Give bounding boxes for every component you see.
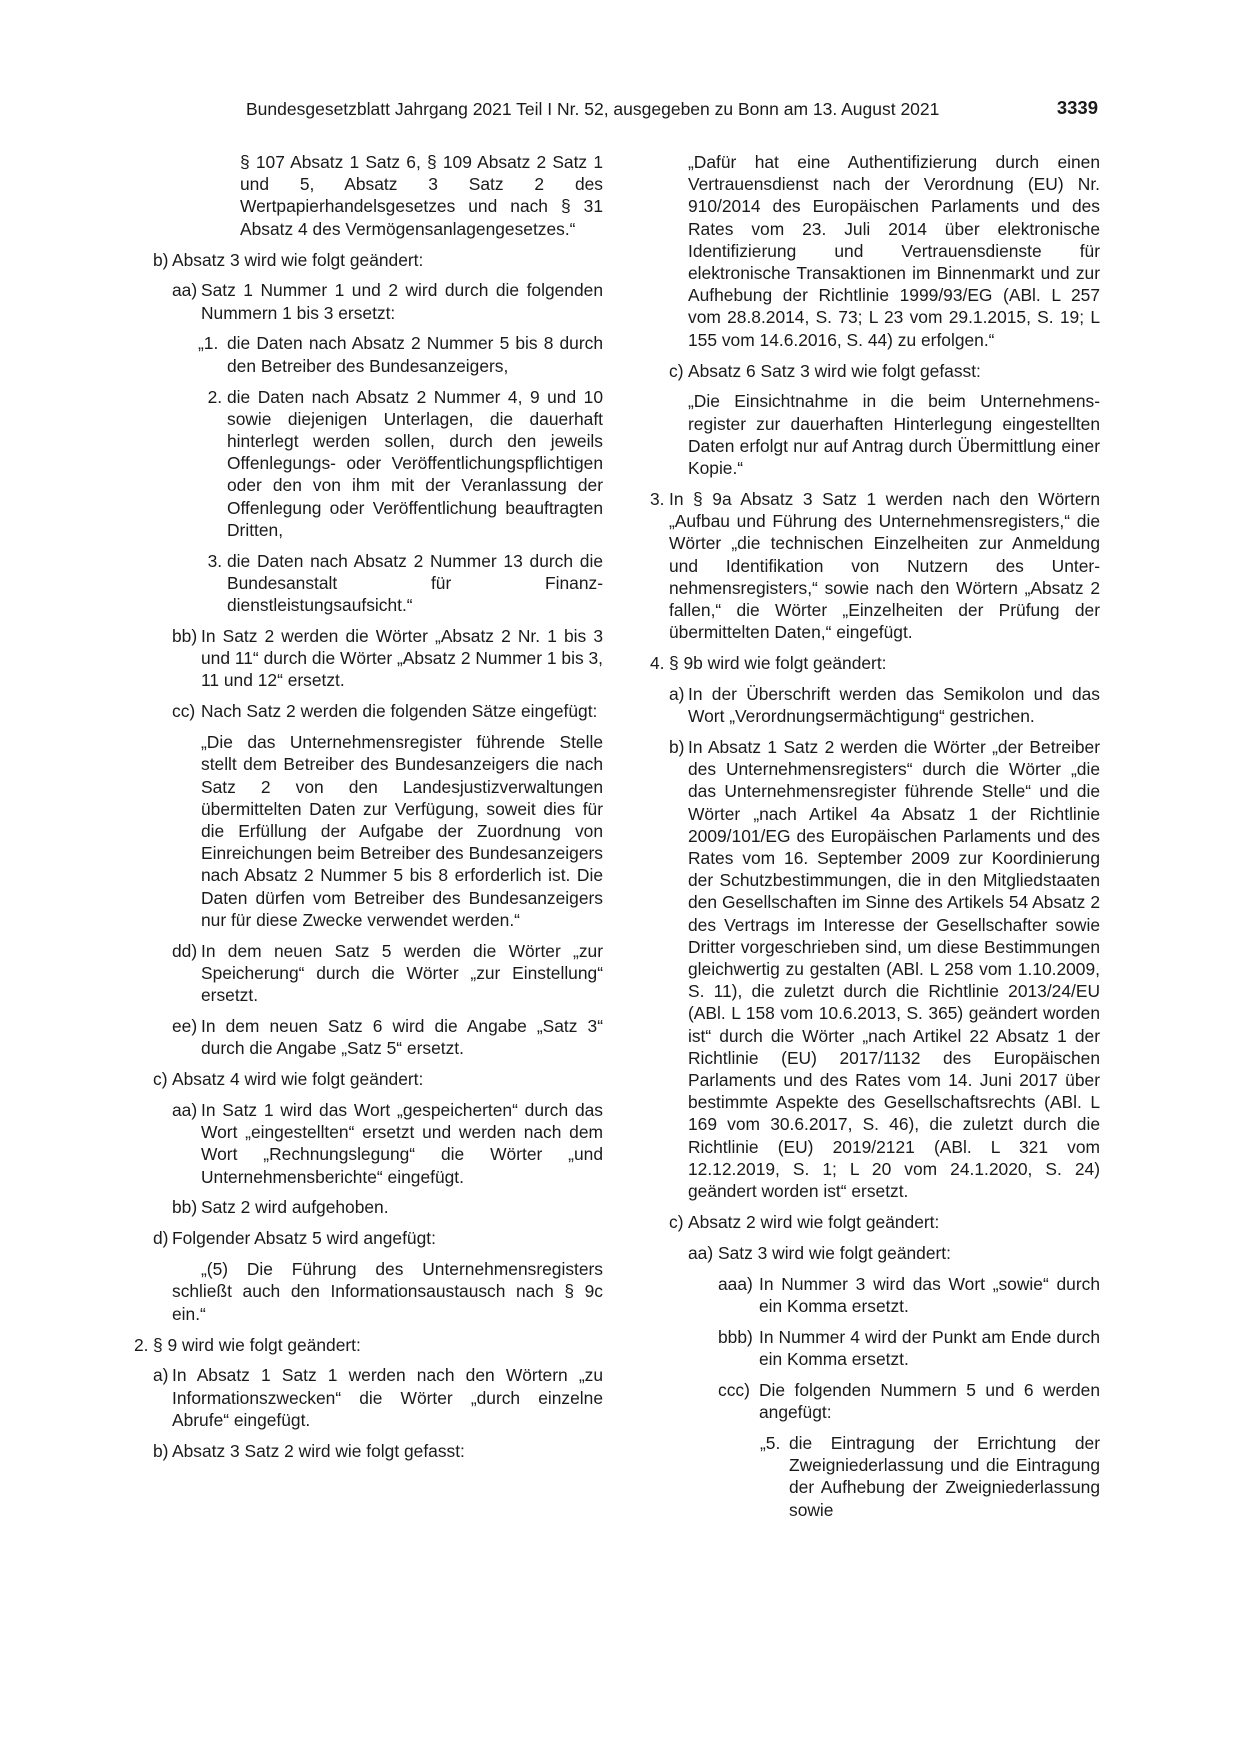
list-item (172, 625, 603, 692)
list-item (198, 386, 603, 541)
item-text: In Nummer 3 wird das Wort „sowie“ durch ein Komma ersetzt. (759, 1273, 1100, 1316)
item-label: 3. (207, 550, 223, 571)
item-text: Satz 1 Nummer 1 und 2 wird durch die folgenden Nummern 1 bis 3 ersetzt: (201, 280, 603, 323)
item-text: In Satz 1 wird das Wort „gespeicherten“ durch das Wort „eingestellten“ ersetzt und werden nach dem Wort „Rechnungslegung“ die Wörter „und Unternehmensberichte“ eingefügt. (201, 1099, 603, 1187)
item-text: Absatz 6 Satz 3 wird wie folgt gefasst: (688, 360, 981, 381)
item-text: die Daten nach Absatz 2 Nummer 13 durch die Bundesanstalt für Finanzdienstleistungsaufsicht.“ (227, 550, 603, 616)
item-label: aa) (688, 1242, 714, 1263)
list-item (172, 940, 603, 1007)
item-text: die Eintragung der Errichtung der Zweigniederlassung und die Eintragung der Aufhebung der Zweigniederlassung sowie (789, 1433, 1100, 1520)
list-item (669, 683, 1100, 727)
list-item (172, 700, 603, 722)
item-text: § 9b wird wie folgt geändert: (669, 653, 887, 674)
item-label: bbb) (718, 1326, 753, 1347)
list-item (718, 1379, 1100, 1423)
list-item (198, 550, 603, 617)
page-number: 3339 (1056, 97, 1098, 118)
item-label: ee) (172, 1015, 198, 1036)
item-text: In § 9a Absatz 3 Satz 1 werden nach den Wörtern „Aufbau und Führung des Unternehmensregisters,“ die Wörter „die technischen Einzelheiten zur Anmeldung und Identifikation von Nutzern des Unternehmensregisters,“ sowie nach den Wörtern „Absatz 2 fallen,“ die Wörter „Einzelheiten der Prüfung der übermittelten Daten,“ eingefügt. (669, 488, 1100, 643)
item-label: a) (669, 683, 685, 704)
list-item (153, 1364, 603, 1431)
item-text: Satz 2 wird aufgehoben. (201, 1197, 389, 1218)
right-column (650, 151, 1100, 1530)
item-text: die Daten nach Absatz 2 Nummer 5 bis 8 durch den Betreiber des Bundesanzeigers, (227, 333, 603, 376)
item-label: „5. (760, 1433, 781, 1454)
list-item (172, 1196, 603, 1218)
item-text: In der Überschrift werden das Semikolon und das Wort „Verordnungsermächtigung“ gestrichen. (688, 683, 1100, 727)
item-text: die Daten nach Absatz 2 Nummer 4, 9 und 10 sowie diejenigen Unterlagen, die dauerhaft hinterlegt werden sollen, durch den jeweils Offenlegungs- oder Veröffentlichungspflichtigen oder den von ihm mit der Veranlassung der Offenlegung oder Veröffentlichung beauftragten Dritten, (227, 386, 603, 540)
quoted-paragraph: „Dafür hat eine Authentifizierung durch einen Vertrauensdienst nach der Verordnung (EU) Nr. 910/2014 des Europäischen Parlaments und des Rates vom 23. Juli 2014 über elektronische Identifizierung und Vertrauensdienste für elektronische Transaktionen im Binnenmarkt und zur Aufhebung der Richtlinie 1999/93/EG (ABl. L 257 vom 28.8.2014, S. 73; L 23 vom 29.1.2015, S. 19; L 155 vom 14.6.2016, S. 44) zu erfolgen.“ (688, 152, 1100, 350)
list-item (688, 1242, 1100, 1264)
list-item (153, 249, 603, 271)
list-item (669, 1211, 1100, 1233)
item-text: Folgender Absatz 5 wird angefügt: (172, 1228, 436, 1249)
item-label: „1. (198, 333, 219, 354)
item-label: 2. (134, 1334, 149, 1355)
item-label: ccc) (718, 1379, 750, 1400)
item-label: aaa) (718, 1273, 753, 1294)
left-column (134, 151, 603, 1471)
item-text: In Absatz 1 Satz 1 werden nach den Wörtern „zu Informationszwecken“ die Wörter „durch einzelne Abrufe“ eingefügt. (172, 1365, 603, 1430)
list-item (153, 1440, 603, 1462)
header-title: Bundesgesetzblatt Jahrgang 2021 Teil I Nr. 52, ausgegeben zu Bonn am 13. August 2021 (246, 99, 940, 119)
page-header (0, 97, 1241, 125)
list-item (153, 1068, 603, 1090)
item-text: In Satz 2 werden die Wörter „Absatz 2 Nr. 1 bis 3 und 11“ durch die Wörter „Absatz 2 Nummer 1 bis 3, 11 und 12“ ersetzt. (201, 625, 603, 691)
item-label: d) (153, 1228, 169, 1249)
item-label: 4. (650, 653, 665, 674)
paragraph: § 107 Absatz 1 Satz 6, § 109 Absatz 2 Satz 1 und 5, Absatz 3 Satz 2 des Wertpapierhandelsgesetzes und nach § 31 Absatz 4 des Vermögensanlagengesetzes.“ (240, 152, 603, 239)
item-label: aa) (172, 1099, 198, 1120)
list-item (172, 279, 603, 323)
item-label: 3. (650, 488, 665, 509)
item-label: cc) (172, 701, 196, 722)
item-label: dd) (172, 940, 198, 961)
item-text: Absatz 3 Satz 2 wird wie folgt gefasst: (172, 1440, 465, 1461)
item-label: c) (153, 1069, 168, 1090)
item-label: bb) (172, 625, 198, 646)
item-label: b) (153, 249, 169, 270)
quoted-paragraph: „Die das Unternehmensregister führende Stelle stellt dem Betreiber des Bundesanzeigers die nach Satz 2 von den Landesjustizverwaltungen übermittelten Daten zur Verfügung, soweit dies für die Erfüllung der Aufgabe der Zuordnung von Einreichungen beim Betreiber des Bundesanzeigers nach Absatz 2 Nummer 5 bis 8 erforderlich ist. Die Daten dürfen vom Betreiber des Bundesanzeigers nur für diese Zwecke verwendet werden.“ (201, 732, 603, 930)
item-label: c) (669, 360, 684, 381)
item-text: Absatz 4 wird wie folgt geändert: (172, 1069, 424, 1090)
item-text: Absatz 2 wird wie folgt geändert: (688, 1211, 940, 1232)
item-label: b) (669, 737, 685, 757)
item-text: In dem neuen Satz 6 wird die Angabe „Satz 3“ durch die Angabe „Satz 5“ ersetzt. (201, 1015, 603, 1059)
item-text: Die folgenden Nummern 5 und 6 werden angefügt: (759, 1379, 1100, 1423)
list-item (134, 1334, 603, 1356)
item-label: b) (153, 1440, 169, 1461)
list-item (718, 1273, 1100, 1317)
item-label: aa) (172, 280, 198, 301)
quoted-paragraph: „(5) Die Führung des Unternehmensregisters schließt auch den Informationsaustausch nach § 9c ein.“ (172, 1259, 603, 1324)
list-item (718, 1326, 1100, 1370)
item-text: In dem neuen Satz 5 werden die Wörter „zur Speicherung“ durch die Wörter „zur Einstellung“ ersetzt. (201, 940, 603, 1006)
list-item (760, 1432, 1100, 1521)
list-item (669, 360, 1100, 382)
item-label: bb) (172, 1197, 198, 1218)
list-item (650, 488, 1100, 643)
item-text: Satz 3 wird wie folgt geändert: (718, 1242, 951, 1263)
quoted-paragraph: „Die Einsichtnahme in die beim Unternehmensregister zur dauerhaften Hinterlegung eingestellten Daten erfolgt nur auf Antrag durch Übermittlung einer Kopie.“ (688, 391, 1100, 479)
list-item (172, 1015, 603, 1059)
list-item (198, 332, 603, 376)
list-item (669, 736, 1100, 1202)
item-text: § 9 wird wie folgt geändert: (153, 1334, 361, 1355)
list-item (172, 1099, 603, 1188)
item-label: 2. (207, 386, 223, 407)
item-text: Absatz 3 wird wie folgt geändert: (172, 249, 424, 270)
item-text: In Nummer 4 wird der Punkt am Ende durch ein Komma ersetzt. (759, 1326, 1100, 1370)
item-label: a) (153, 1365, 169, 1386)
list-item (153, 1227, 603, 1249)
item-label: c) (669, 1211, 684, 1232)
item-text: In Absatz 1 Satz 2 werden die Wörter „der Betreiber des Unternehmensregisters“ durch die Wörter „die das Unternehmensregister führende Stelle“ und die Wörter „nach Artikel 4a Absatz 1 der Richtlinie 2009/101/EG des Europäischen Parlaments und des Rates vom 16. September 2009 zur Koordinierung der Schutzbestimmungen, die in den Mitgliedstaaten den Gesellschaften im Sinne des Artikels 54 Absatz 2 des Vertrags im Interesse der Gesellschafter sowie Dritter vorgeschrieben sind, um diese Bestimmungen gleichwertig zu gestalten (ABl. L 258 vom 1.10.2009, S. 11), die zuletzt durch die Richtlinie 2013/24/EU (ABl. L 158 vom 10.6.2013, S. 365) geändert worden ist“ durch die Wörter „nach Artikel 22 Absatz 1 der Richtlinie (EU) 2017/1132 des Europäischen Parlaments und des Rates vom 14. Juni 2017 über bestimmte Aspekte des Gesellschaftsrechts (ABl. L 169 vom 30.6.2017, S. 46), die zuletzt durch die Richtlinie (EU) 2019/2121 (ABl. L 321 vom 12.12.2019, S. 1; L 20 vom 24.1.2020, S. 24) geändert worden ist“ ersetzt. (688, 737, 1100, 1202)
item-text: Nach Satz 2 werden die folgenden Sätze eingefügt: (201, 701, 598, 722)
list-item (650, 652, 1100, 674)
